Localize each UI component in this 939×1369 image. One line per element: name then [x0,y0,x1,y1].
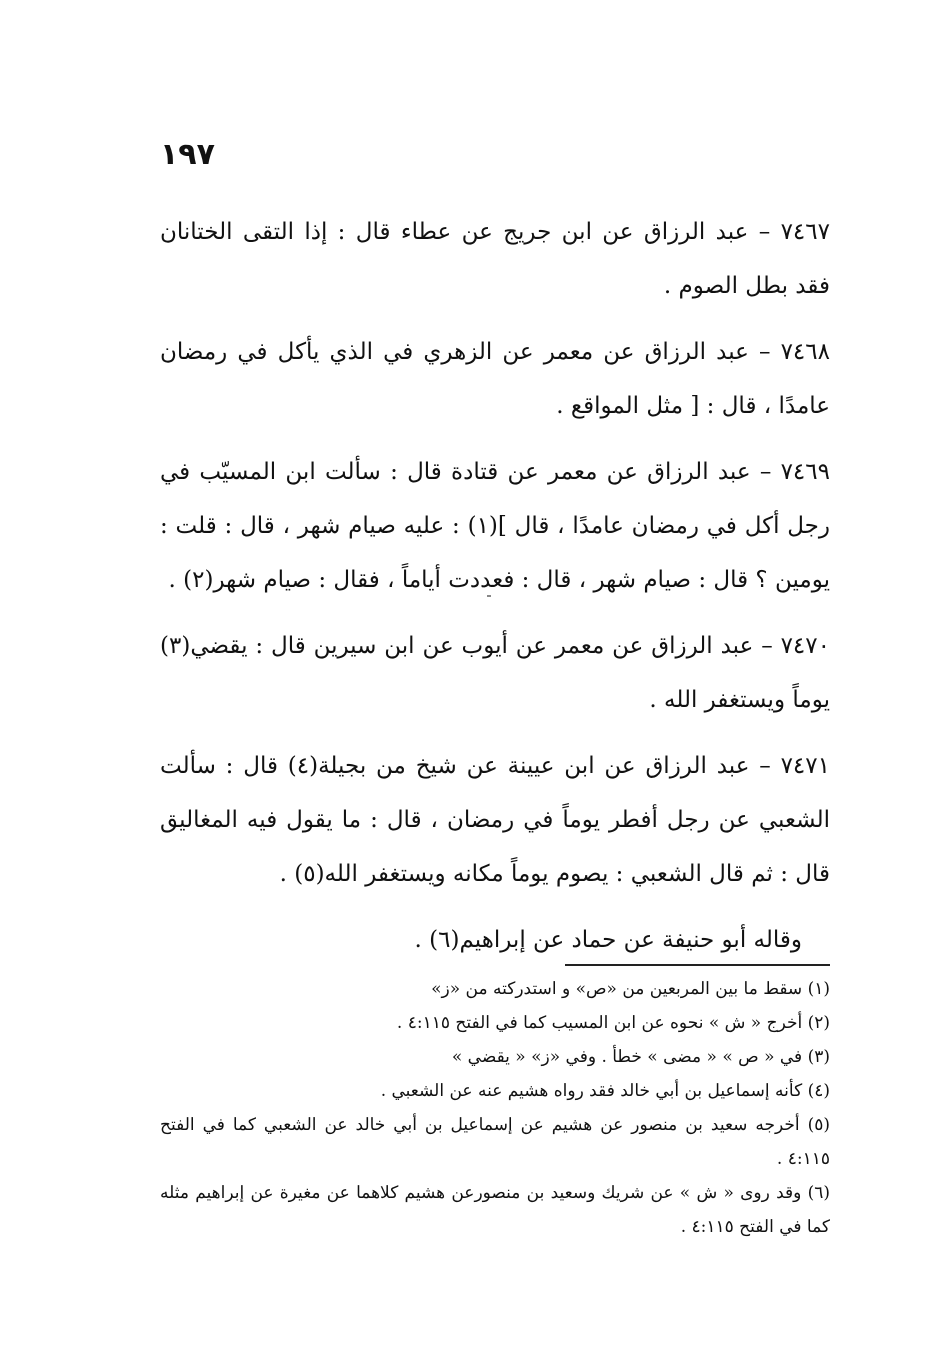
hadith-7469: ٧٤٦٩ – عبد الرزاق عن معمر عن قتادة قال : سألت ابن المسيّب في رجل أكل في رمضان عامدًا ، قال ](١) : عليه صيام شهر ، قال : قلت : يومين ؟ قال : صيام شهر ، قال : فعددت أياماً ، فقال : صيام شهر(٢) . [160,459,830,593]
footnote-4: (٤) كأنه إسماعيل بن أبي خالد فقد رواه هشيم عنه عن الشعبي . [380,1081,830,1101]
closing-note: وقاله أبو حنيفة عن حماد عن إبراهيم(٦) . [414,927,802,953]
hadith-7467: ٧٤٦٧ – عبد الرزاق عن ابن جريج عن عطاء قال : إذا التقى الختانان فقد بطل الصوم . [160,219,830,299]
hadith-7468: ٧٤٦٨ – عبد الرزاق عن معمر عن الزهري في الذي يأكل في رمضان عامدًا ، قال : [ مثل المواقع . [160,339,830,419]
footnote-divider [565,964,830,966]
hadith-7471: ٧٤٧١ – عبد الرزاق عن ابن عيينة عن شيخ من بجيلة(٤) قال : سألت الشعبي عن رجل أفطر يوماً في رمضان ، قال : ما يقول فيه المغاليق قال : ثم قال الشعبي : يصوم يوماً مكانه ويستغفر الله(٥) . [160,753,830,887]
footnote-1: (١) سقط ما بين المربعين من «ص» و استدركته من «ز» [431,979,830,999]
scan-speck [487,595,491,597]
footnote-2: (٢) أخرج « ش » نحوه عن ابن المسيب كما في الفتح ٤:١١٥ . [396,1013,830,1033]
footnote-3: (٣) في « ص » « مضى » خطأ . وفي «ز» « يقضي » [451,1047,830,1067]
footnote-6: (٦) وقد روى « ش » عن شريك وسعيد بن منصورعن هشيم كلاهما عن مغيرة عن إبراهيم مثله كما في الفتح ٤:١١٥ . [160,1183,830,1237]
footnotes [160,972,830,1244]
hadith-7470: ٧٤٧٠ – عبد الرزاق عن معمر عن أيوب عن ابن سيرين قال : يقضي(٣) يوماً ويستغفر الله . [160,633,830,713]
main-text [160,205,830,979]
page-number: ١٩٧ [160,137,215,172]
footnote-5: (٥) أخرجه سعيد بن منصور عن هشيم عن إسماعيل بن أبي خالد عن الشعبي كما في الفتح ٤:١١٥ . [160,1115,830,1169]
